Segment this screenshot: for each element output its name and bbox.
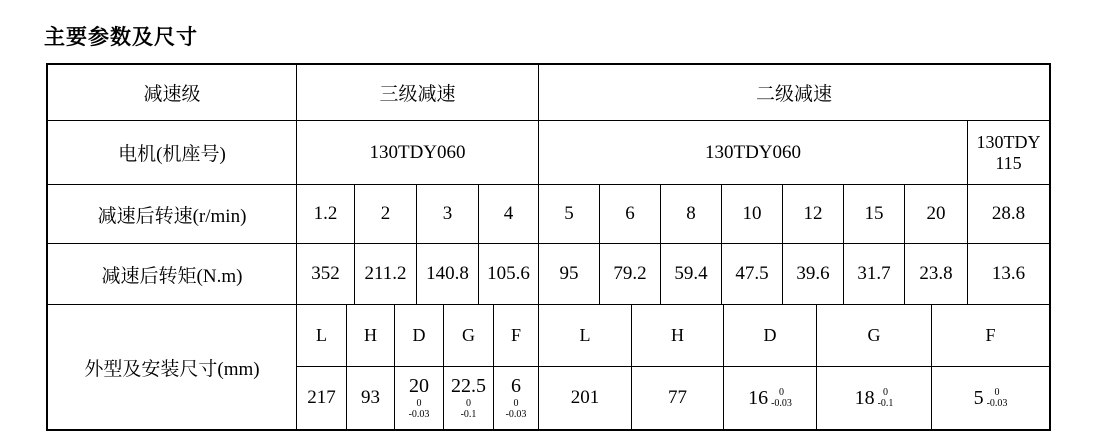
dim-letter-cell: D (395, 305, 444, 366)
torque-value-cell: 59.4 (661, 244, 722, 304)
dim-letter-cell: L (297, 305, 347, 366)
dim-letter-cell: F (494, 305, 539, 366)
speed-value-cell: 10 (722, 185, 783, 243)
speed-value-cell: 20 (905, 185, 968, 243)
dim-value-cell-3H (347, 367, 395, 429)
dim-value-cell-3L (297, 367, 347, 429)
speed-value-cell: 28.8 (991, 203, 1026, 224)
dim-num: 20 (409, 374, 429, 397)
dim-num: 16 (748, 386, 769, 409)
speed-value-cell: 15 (844, 185, 905, 243)
tolerance-stack (987, 387, 1008, 410)
tolerance-upper: 0 (779, 386, 784, 398)
torque-value-cell: 23.8 (905, 244, 968, 304)
dim-letter-cell: H (347, 305, 395, 366)
tolerance-lower: -0.03 (408, 409, 430, 420)
tolerance-stack (506, 398, 527, 421)
dim-letter-cell: G (817, 305, 932, 366)
speed-value-cell: 2 (355, 185, 417, 243)
torque-value-cell: 79.2 (600, 244, 661, 304)
dimensions-label: 外型及安装尺寸(mm) (48, 305, 297, 429)
dimensions-grid (297, 305, 1049, 429)
dim-value-cell-2L (539, 367, 632, 429)
row-speed (48, 185, 1049, 244)
dim-letter-cell: G (444, 305, 494, 366)
tolerance-lower: -0.1 (877, 398, 894, 409)
tolerance-lower: -0.03 (771, 398, 792, 409)
motor-model-three-stage: 130TDY060 (297, 121, 539, 184)
dim-value-cell-3G (444, 367, 494, 429)
speed-value-cell: 3 (417, 185, 479, 243)
dim-letter-cell: D (724, 305, 817, 366)
torque-value-cell: 352 (297, 244, 355, 304)
tolerance-stack (461, 398, 477, 421)
speed-label: 减速后转速(r/min) (48, 185, 297, 243)
dim-num: 201 (570, 387, 600, 408)
tolerance-lower: -0.03 (986, 398, 1008, 409)
tolerance-upper: 0 (883, 386, 888, 398)
torque-value-cell: 39.6 (783, 244, 844, 304)
row-stage (48, 65, 1049, 121)
tolerance-upper: 0 (416, 397, 422, 409)
motor-model-two-stage: 130TDY060 (539, 121, 968, 184)
torque-value-cell: 47.5 (722, 244, 783, 304)
torque-value-cell: 13.6 (991, 263, 1026, 284)
stage-label: 减速级 (48, 65, 297, 120)
dim-value-cell-2G (817, 367, 932, 429)
row-dim-values (297, 367, 1049, 429)
speed-value-cell: 1.2 (297, 185, 355, 243)
dim-num: 18 (854, 386, 875, 409)
dim-letter-cell: L (539, 305, 632, 366)
motor-model-line2: 115 (995, 152, 1022, 173)
two-stage-header: 二级减速 (755, 84, 832, 105)
row-motor (48, 121, 1049, 185)
row-dimensions (48, 305, 1049, 429)
page-title: 主要参数及尺寸 (44, 25, 198, 49)
tolerance-lower: -0.03 (505, 409, 527, 420)
torque-value-cell: 211.2 (355, 244, 417, 304)
tolerance-stack (878, 387, 894, 410)
speed-value-cell: 6 (600, 185, 661, 243)
tolerance-lower: -0.1 (460, 409, 477, 420)
motor-model-two-stage-b-text (977, 132, 1041, 173)
torque-value-cell: 31.7 (844, 244, 905, 304)
tolerance-upper: 0 (466, 397, 471, 409)
speed-value-cell: 12 (783, 185, 844, 243)
dim-num: 5 (973, 386, 984, 409)
dim-value-cell-2D (724, 367, 817, 429)
dim-value-cell-3D (395, 367, 444, 429)
spec-table (46, 63, 1051, 431)
tolerance-upper: 0 (513, 397, 519, 409)
dim-num: 77 (668, 387, 687, 408)
tolerance-stack (771, 387, 792, 410)
torque-value-cell: 105.6 (479, 244, 539, 304)
dim-value-cell-2F (932, 367, 1049, 429)
dim-num: 22.5 (451, 374, 486, 397)
dim-letter-cell: F (985, 325, 996, 345)
dim-letter-cell: H (632, 305, 724, 366)
three-stage-header: 三级减速 (297, 65, 539, 120)
row-dim-letters (297, 305, 1049, 367)
dim-num: 217 (307, 387, 336, 408)
speed-value-cell: 5 (539, 185, 600, 243)
motor-model-two-stage-b (968, 121, 1049, 184)
torque-label: 减速后转矩(N.m) (48, 244, 297, 304)
dim-num: 6 (511, 374, 521, 397)
tolerance-upper: 0 (994, 386, 1000, 398)
motor-label: 电机(机座号) (48, 121, 297, 184)
tolerance-stack (409, 398, 430, 421)
speed-value-cell: 8 (661, 185, 722, 243)
dim-value-cell-3F (494, 367, 539, 429)
dim-value-cell-2H (632, 367, 724, 429)
torque-value-cell: 140.8 (417, 244, 479, 304)
speed-value-cell: 4 (479, 185, 539, 243)
torque-value-cell: 95 (539, 244, 600, 304)
row-torque (48, 244, 1049, 305)
motor-model-line1: 130TDY (976, 131, 1041, 152)
dim-num: 93 (361, 387, 380, 408)
